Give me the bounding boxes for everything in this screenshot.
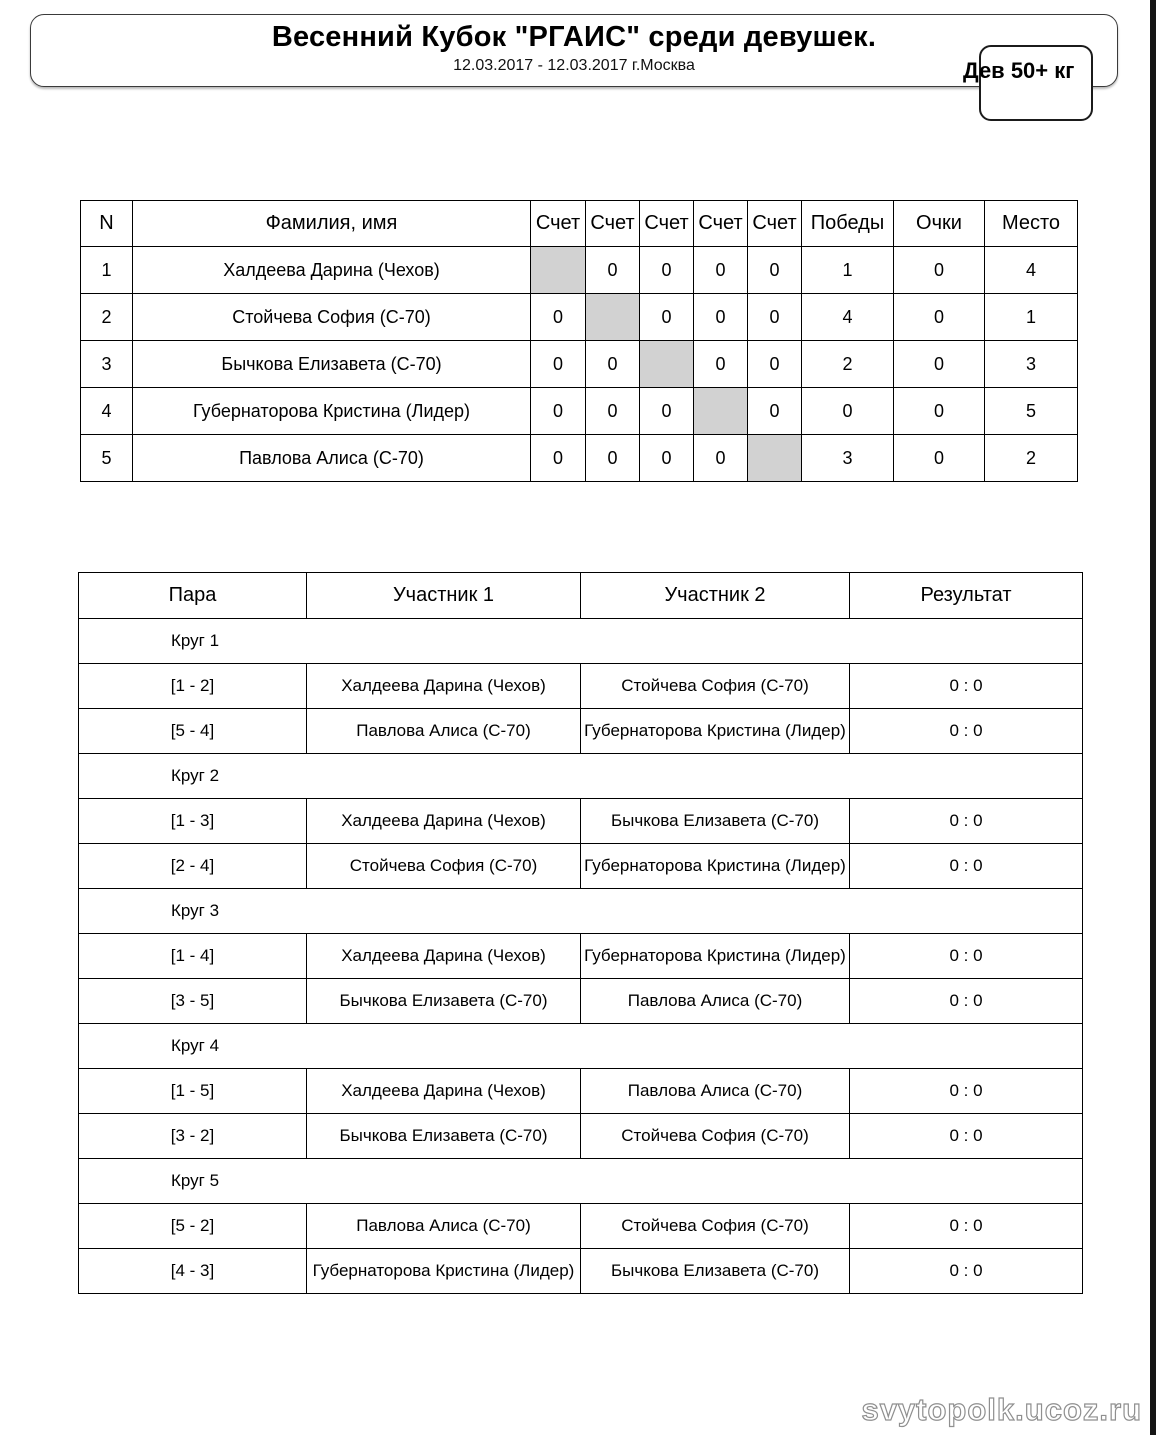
participant2-cell: Губернаторова Кристина (Лидер) (581, 934, 850, 979)
participant1-cell: Стойчева София (С-70) (307, 844, 581, 889)
participant1-cell: Губернаторова Кристина (Лидер) (307, 1249, 581, 1294)
col-header-score: Счет (531, 201, 586, 247)
cell-n: 1 (81, 247, 133, 294)
pair-cell: [1 - 4] (79, 934, 307, 979)
pairs-header-row (79, 573, 1083, 619)
cell-score-self (694, 388, 748, 435)
pair-cell: [1 - 2] (79, 664, 307, 709)
col-header-name: Фамилия, имя (133, 201, 531, 247)
pairs-match-row (79, 1204, 1083, 1249)
participant2-cell: Стойчева София (С-70) (581, 1204, 850, 1249)
round-label: Круг 4 (79, 1024, 1083, 1069)
standings-row (81, 388, 1078, 435)
cell-wins: 3 (802, 435, 894, 482)
cell-points: 0 (894, 294, 985, 341)
cell-score: 0 (531, 435, 586, 482)
col-header-score: Счет (748, 201, 802, 247)
standings-row (81, 247, 1078, 294)
cell-score: 0 (586, 388, 640, 435)
round-label: Круг 2 (79, 754, 1083, 799)
col-header-result: Результат (850, 573, 1083, 619)
cell-place: 1 (985, 294, 1078, 341)
cell-score-self (586, 294, 640, 341)
participant1-cell: Бычкова Елизавета (С-70) (307, 1114, 581, 1159)
standings-row (81, 341, 1078, 388)
pairs-match-row (79, 1069, 1083, 1114)
pairs-match-row (79, 1114, 1083, 1159)
cell-score: 0 (748, 341, 802, 388)
standings-row (81, 294, 1078, 341)
pair-cell: [4 - 3] (79, 1249, 307, 1294)
cell-wins: 1 (802, 247, 894, 294)
col-header-score: Счет (694, 201, 748, 247)
cell-score: 0 (531, 388, 586, 435)
result-cell: 0 : 0 (850, 1204, 1083, 1249)
participant1-cell: Халдеева Дарина (Чехов) (307, 664, 581, 709)
cell-score: 0 (640, 247, 694, 294)
cell-score: 0 (586, 247, 640, 294)
cell-score: 0 (748, 247, 802, 294)
cell-points: 0 (894, 435, 985, 482)
col-header-pair: Пара (79, 573, 307, 619)
pairs-round-row (79, 619, 1083, 664)
pairs-match-row (79, 979, 1083, 1024)
cell-score-self (531, 247, 586, 294)
participant2-cell: Бычкова Елизавета (С-70) (581, 1249, 850, 1294)
cell-place: 2 (985, 435, 1078, 482)
result-cell: 0 : 0 (850, 1069, 1083, 1114)
pairs-round-row (79, 1159, 1083, 1204)
participant1-cell: Павлова Алиса (С-70) (307, 709, 581, 754)
cell-name: Халдеева Дарина (Чехов) (133, 247, 531, 294)
participant2-cell: Стойчева София (С-70) (581, 1114, 850, 1159)
col-header-wins: Победы (802, 201, 894, 247)
cell-score: 0 (531, 294, 586, 341)
pairs-match-row (79, 799, 1083, 844)
cell-score: 0 (694, 247, 748, 294)
col-header-participant1: Участник 1 (307, 573, 581, 619)
cell-place: 3 (985, 341, 1078, 388)
cell-wins: 4 (802, 294, 894, 341)
participant1-cell: Павлова Алиса (С-70) (307, 1204, 581, 1249)
result-cell: 0 : 0 (850, 709, 1083, 754)
pairs-table-wrapper (78, 572, 1083, 1294)
pairs-round-row (79, 889, 1083, 934)
cell-name: Губернаторова Кристина (Лидер) (133, 388, 531, 435)
cell-score: 0 (531, 341, 586, 388)
cell-score: 0 (640, 435, 694, 482)
result-cell: 0 : 0 (850, 844, 1083, 889)
participant2-cell: Губернаторова Кристина (Лидер) (581, 844, 850, 889)
cell-n: 4 (81, 388, 133, 435)
cell-score: 0 (640, 294, 694, 341)
col-header-score: Счет (586, 201, 640, 247)
cell-place: 5 (985, 388, 1078, 435)
cell-score: 0 (640, 388, 694, 435)
cell-score-self (640, 341, 694, 388)
participant2-cell: Павлова Алиса (С-70) (581, 1069, 850, 1114)
cell-points: 0 (894, 341, 985, 388)
pair-cell: [5 - 2] (79, 1204, 307, 1249)
weight-category-label: Дев 50+ кг (963, 58, 1075, 83)
cell-score-self (748, 435, 802, 482)
round-label: Круг 1 (79, 619, 1083, 664)
page-right-edge (1150, 0, 1156, 1435)
result-cell: 0 : 0 (850, 934, 1083, 979)
site-watermark: svytopolk.ucoz.ru (861, 1392, 1142, 1427)
cell-name: Бычкова Елизавета (С-70) (133, 341, 531, 388)
col-header-place: Место (985, 201, 1078, 247)
participant2-cell: Стойчева София (С-70) (581, 664, 850, 709)
cell-n: 3 (81, 341, 133, 388)
cell-wins: 2 (802, 341, 894, 388)
pair-cell: [5 - 4] (79, 709, 307, 754)
pairs-match-row (79, 709, 1083, 754)
col-header-n: N (81, 201, 133, 247)
cell-score: 0 (748, 388, 802, 435)
pair-cell: [1 - 5] (79, 1069, 307, 1114)
col-header-score: Счет (640, 201, 694, 247)
participant1-cell: Халдеева Дарина (Чехов) (307, 934, 581, 979)
round-label: Круг 3 (79, 889, 1083, 934)
pairs-match-row (79, 934, 1083, 979)
pairs-match-row (79, 1249, 1083, 1294)
cell-name: Павлова Алиса (С-70) (133, 435, 531, 482)
pairs-match-row (79, 664, 1083, 709)
pair-cell: [2 - 4] (79, 844, 307, 889)
participant1-cell: Халдеева Дарина (Чехов) (307, 1069, 581, 1114)
standings-header-row (81, 201, 1078, 247)
col-header-participant2: Участник 2 (581, 573, 850, 619)
cell-n: 2 (81, 294, 133, 341)
cell-score: 0 (586, 341, 640, 388)
participant1-cell: Халдеева Дарина (Чехов) (307, 799, 581, 844)
result-cell: 0 : 0 (850, 664, 1083, 709)
cell-points: 0 (894, 388, 985, 435)
pairs-table (78, 572, 1083, 1294)
participant2-cell: Павлова Алиса (С-70) (581, 979, 850, 1024)
participant2-cell: Губернаторова Кристина (Лидер) (581, 709, 850, 754)
cell-score: 0 (694, 294, 748, 341)
pairs-match-row (79, 844, 1083, 889)
pairs-round-row (79, 754, 1083, 799)
cell-name: Стойчева София (С-70) (133, 294, 531, 341)
result-cell: 0 : 0 (850, 1249, 1083, 1294)
standings-row (81, 435, 1078, 482)
tournament-date-location: 12.03.2017 - 12.03.2017 г.Москва (453, 57, 695, 74)
pairs-round-row (79, 1024, 1083, 1069)
tournament-title: Весенний Кубок "РГАИС" среди девушек. (271, 21, 877, 53)
participant1-cell: Бычкова Елизавета (С-70) (307, 979, 581, 1024)
cell-n: 5 (81, 435, 133, 482)
standings-table (80, 200, 1078, 482)
pair-cell: [3 - 5] (79, 979, 307, 1024)
pair-cell: [1 - 3] (79, 799, 307, 844)
cell-wins: 0 (802, 388, 894, 435)
pair-cell: [3 - 2] (79, 1114, 307, 1159)
result-cell: 0 : 0 (850, 1114, 1083, 1159)
col-header-points: Очки (894, 201, 985, 247)
standings-table-wrapper (80, 200, 1078, 482)
result-cell: 0 : 0 (850, 799, 1083, 844)
tournament-header (30, 14, 1118, 87)
cell-points: 0 (894, 247, 985, 294)
cell-score: 0 (694, 435, 748, 482)
cell-score: 0 (748, 294, 802, 341)
cell-place: 4 (985, 247, 1078, 294)
cell-score: 0 (694, 341, 748, 388)
cell-score: 0 (586, 435, 640, 482)
result-cell: 0 : 0 (850, 979, 1083, 1024)
round-label: Круг 5 (79, 1159, 1083, 1204)
participant2-cell: Бычкова Елизавета (С-70) (581, 799, 850, 844)
weight-category-badge (963, 45, 1093, 121)
